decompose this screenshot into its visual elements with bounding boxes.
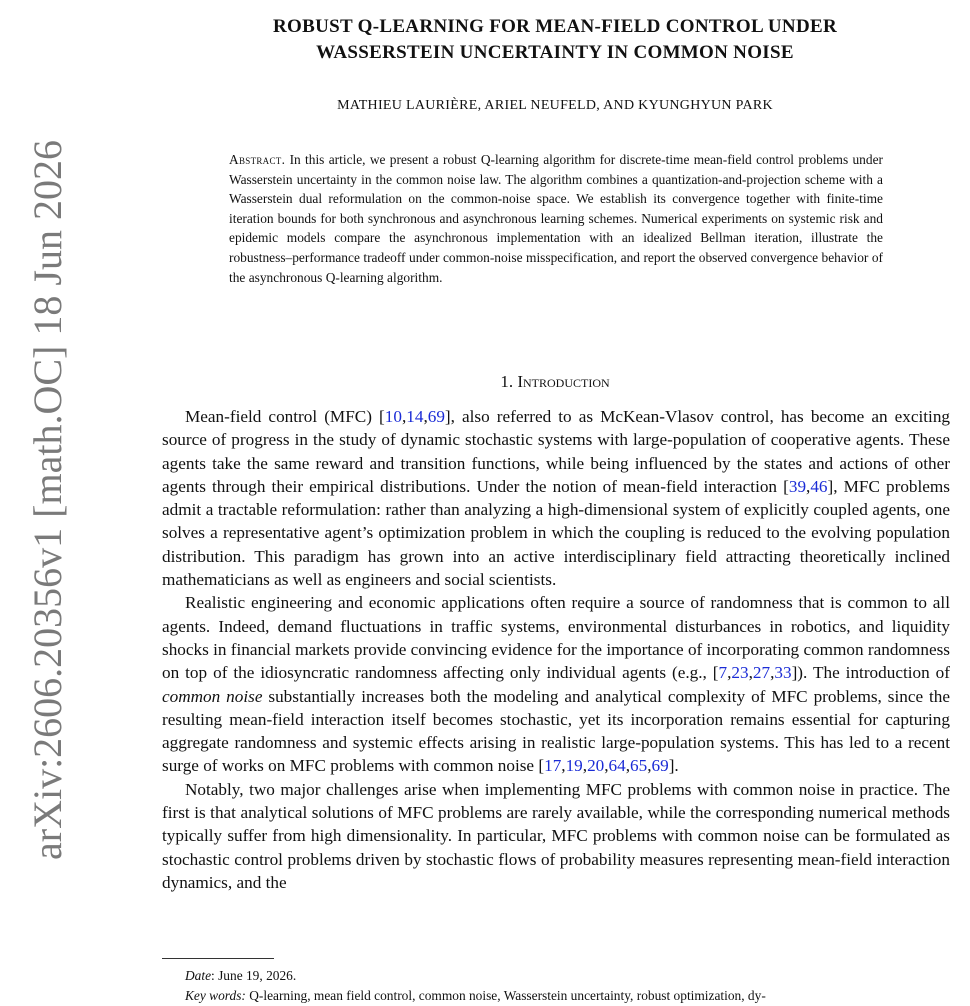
footnote-keywords-label: Key words:	[185, 988, 246, 1003]
citation-separator: ,	[647, 756, 652, 776]
citation-link[interactable]: 39	[788, 476, 807, 496]
paragraph-2	[162, 591, 950, 777]
citation-separator: ,	[561, 756, 566, 776]
abstract-text: In this article, we present a robust Q-learning algorithm for discrete-time mean-field control problems under Wasserstein uncertainty in the common noise law. The algorithm combines a quantization-and-projection scheme with a Wasserstein dual reformulation on the common-noise space. We establish its convergence together with finite-time iteration bounds for both synchronous and asynchronous learning schemes. Numerical experiments on systemic risk and epidemic models compare the asynchronous implementation with an idealized Bellman iteration, illustrate the robustness–performance tradeoff under common-noise misspecification, and report the observed convergence behavior of the asynchronous Q-learning algorithm.	[229, 152, 883, 285]
text-run: ].	[668, 756, 679, 776]
paragraph-1	[162, 405, 950, 591]
citation-link[interactable]: 10	[384, 407, 402, 426]
citation-link[interactable]: 14	[406, 407, 424, 426]
footnote-date-value: : June 19, 2026.	[211, 968, 297, 983]
citation-separator: ,	[770, 663, 775, 683]
section-number: 1.	[500, 372, 514, 391]
citation-separator: ,	[806, 476, 811, 496]
text-run: substantially increases both the modeling and analytical complexity of MFC problems, since the resulting mean-field interaction itself becomes stochastic, yet its incorporation remains essential for capturing aggregate randomness and systemic effects arising in realistic large-population systems. This has led to a recent surge of works on MFC problems with common noise [	[162, 686, 951, 776]
paragraph-3: Notably, two major challenges arise when implementing MFC problems with common noise in practice. The first is that analytical solutions of MFC problems are rarely available, while the corresponding numerical methods typically suffer from high dimensionality. In particular, MFC problems with common noise can be formulated as stochastic control problems driven by stochastic flows of probability measures representing mean-field interaction dynamics, and the	[162, 779, 950, 892]
citation-separator: ,	[748, 663, 753, 683]
text-run: ], also referred to as McKean-Vlasov control, has become an exciting source of progress in the study of dynamic stochastic systems with large-population of cooperative agents. These agents take the same reward and transition functions, while being influenced by the states and actions of other agents through their empirical distributions. Under the notion of mean-field interaction [	[162, 407, 951, 496]
citation-separator: ,	[582, 756, 588, 776]
citation-separator: ,	[401, 407, 407, 426]
footnote-date-label: Date	[185, 968, 212, 983]
citation-link[interactable]: 20	[587, 756, 605, 776]
citation-separator: ,	[727, 663, 732, 683]
citation-link[interactable]: 64	[608, 756, 626, 776]
arxiv-identifier: arXiv:2606.20356v1 [math.OC] 18 Jun 2026	[25, 140, 70, 860]
text-run: ]). The introduction of	[791, 663, 950, 683]
footnote-keywords-value: Q-learning, mean field control, common noise, Wasserstein uncertainty, robust optimization, dy-	[245, 988, 766, 1003]
title-line-2: WASSERSTEIN UNCERTAINTY IN COMMON NOISE	[316, 42, 794, 63]
footnotes	[162, 966, 950, 1006]
title-line-1: ROBUST Q-LEARNING FOR MEAN-FIELD CONTROL UNDER	[273, 16, 837, 37]
body-text	[162, 405, 950, 894]
citation-link[interactable]: 7	[718, 663, 728, 683]
section-title: Introduction	[517, 372, 610, 391]
text-run: Realistic engineering and economic applications often require a source of randomness that is common to all agents. Indeed, demand fluctuations in traffic systems, environmental disturbances in robotics, and liquidity shocks in financial markets provide convincing evidence for the importance of incorporating common randomness on top of the idiosyncratic randomness affecting only individual agents (e.g., [	[162, 593, 950, 683]
emphasis: common noise	[162, 686, 263, 706]
author-list: MATHIEU LAURIÈRE, ARIEL NEUFELD, AND KYUNGHYUN PARK	[337, 98, 773, 113]
footnote-divider	[162, 958, 274, 959]
abstract-label: Abstract.	[229, 152, 286, 167]
citation-link[interactable]: 27	[752, 663, 771, 683]
citation-link[interactable]: 46	[810, 476, 828, 496]
citation-separator: ,	[625, 756, 631, 776]
footnote-keywords	[162, 986, 950, 1006]
citation-link[interactable]: 33	[774, 663, 792, 683]
text-run: ], MFC problems admit a tractable reformulation: rather than analyzing a high-dimensional system of explicitly coupled agents, one solves a representative agent’s optimization problem in which the coupling is reduced to the evolving population distribution. This paradigm has grown into an active interdisciplinary field attracting theoretically inclined mathematicians as well as engineers and social scientists.	[162, 476, 950, 590]
citation-link[interactable]: 69	[427, 407, 445, 426]
citation-separator: ,	[423, 407, 428, 426]
citation-link[interactable]: 17	[544, 756, 562, 776]
section-heading	[160, 372, 950, 392]
paper-title	[200, 14, 910, 66]
abstract	[229, 150, 883, 287]
citation-link[interactable]: 19	[565, 756, 583, 776]
citation-separator: ,	[604, 756, 609, 776]
text-run: Mean-field control (MFC) [	[185, 407, 385, 426]
citation-link[interactable]: 65	[630, 756, 648, 776]
citation-link[interactable]: 23	[731, 663, 749, 683]
footnote-date	[162, 966, 950, 986]
citation-link[interactable]: 69	[651, 756, 669, 776]
